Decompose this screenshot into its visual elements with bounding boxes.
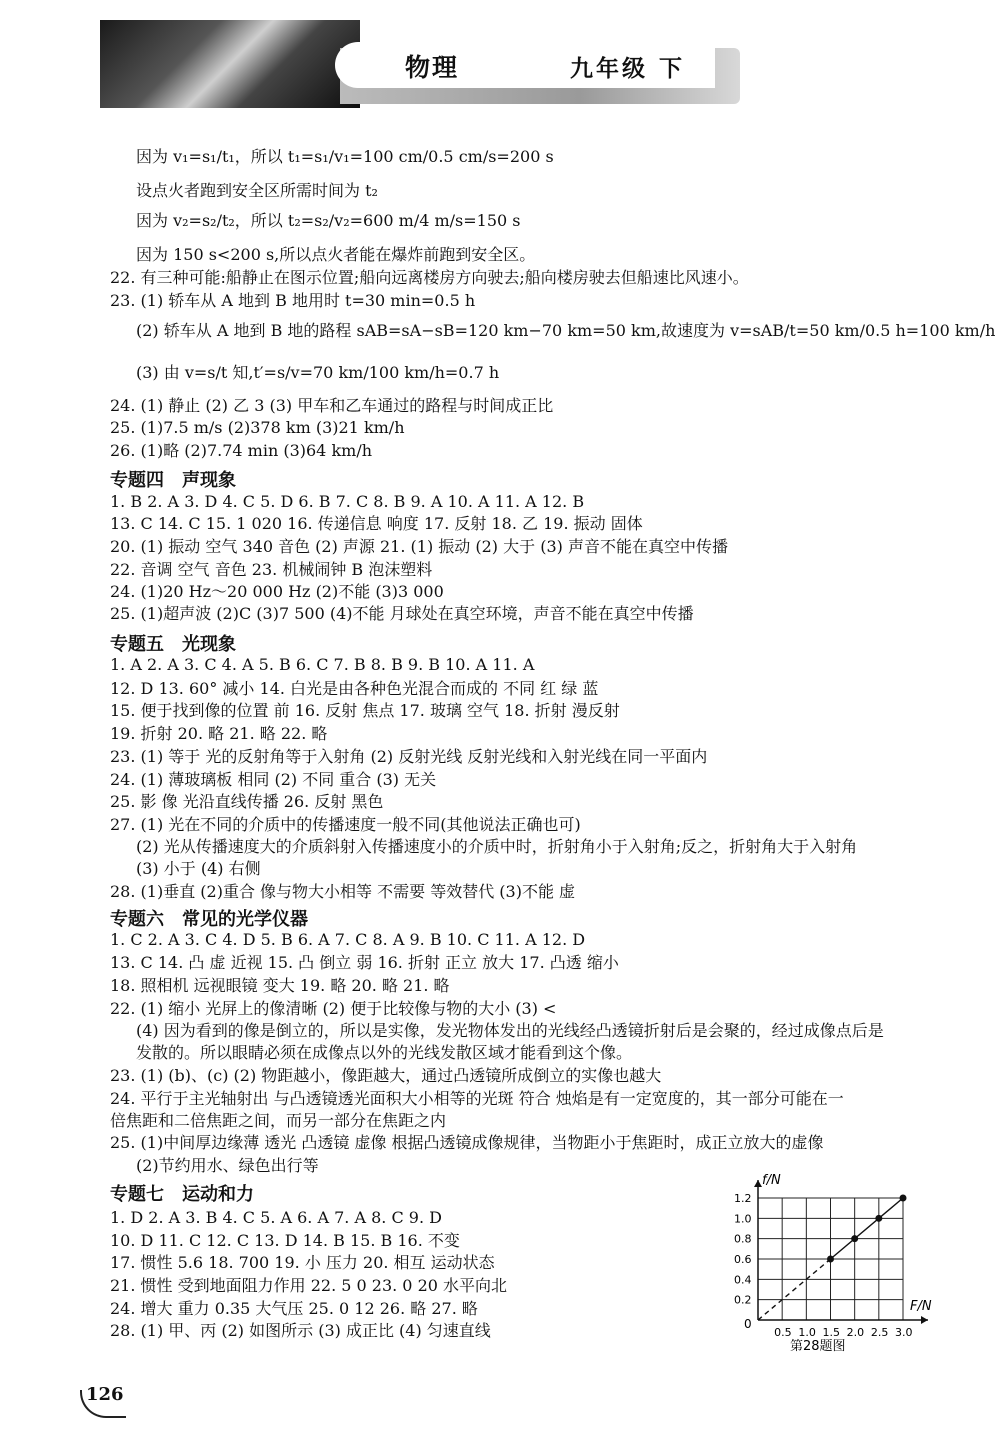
text-line: 25. 影 像 光沿直线传播 26. 反射 黑色 [110,792,384,811]
text-line: 12. D 13. 60° 减小 14. 白光是由各种色光混合而成的 不同 红 绿 蓝 [110,679,599,698]
text-line: 28. (1)垂直 (2)重合 像与物大小相等 不需要 等效替代 (3)不能 虚 [110,882,576,901]
text-line: 1. D 2. A 3. B 4. C 5. A 6. A 7. A 8. C 9. D [110,1208,442,1227]
text-line: 18. 照相机 远视眼镜 变大 19. 略 20. 略 21. 略 [110,976,450,995]
text-line: 10. D 11. C 12. C 13. D 14. B 15. B 16. 不变 [110,1231,460,1250]
text-line: 发散的。所以眼睛必须在成像点以外的光线发散区域才能看到这个像。 [136,1043,633,1062]
grade-title: 九年级 下 [570,56,686,82]
page-header [100,20,750,110]
y-tick-label: 0.4 [734,1273,752,1287]
text-line: 1. A 2. A 3. C 4. A 5. B 6. C 7. B 8. B 9. B 10. A 11. A [110,655,535,674]
data-point [827,1256,834,1263]
text-line: 1. C 2. A 3. C 4. D 5. B 6. A 7. C 8. A 9. B 10. C 11. A 12. D [110,930,586,949]
section-heading: 专题七 运动和力 [110,1184,254,1205]
text-line: 17. 惯性 5.6 18. 700 19. 小 压力 20. 相互 运动状态 [110,1253,495,1272]
x-tick-label: 2.0 [846,1326,865,1339]
page-number: 126 [86,1384,124,1405]
text-line: 13. C 14. 凸 虚 近视 15. 凸 倒立 弱 16. 折射 正立 放大 17. 凸透 缩小 [110,953,619,972]
text-line: 24. 平行于主光轴射出 与凸透镜透光面积大小相等的光斑 符合 烛焰是有一定宽度的，其一部分可能在一 [110,1089,844,1108]
x-axis-label: F/N [910,1299,932,1314]
section-heading: 专题六 常见的光学仪器 [110,909,308,930]
text-line: 28. (1) 甲、丙 (2) 如图所示 (3) 成正比 (4) 匀速直线 [110,1321,491,1340]
text-line: 22. (1) 缩小 光屏上的像清晰 (2) 便于比较像与物的大小 (3) < [110,999,557,1018]
section-heading: 专题五 光现象 [110,634,236,655]
y-tick-label: 1.2 [734,1192,752,1205]
text-line: 15. 便于找到像的位置 前 16. 反射 焦点 17. 玻璃 空气 18. 折射 漫反射 [110,701,620,720]
text-line: 24. (1) 薄玻璃板 相同 (2) 不同 重合 (3) 无关 [110,770,437,789]
text-line: 27. (1) 光在不同的介质中的传播速度一般不同(其他说法正确也可) [110,815,581,834]
origin-label: 0 [744,1317,752,1331]
text-line: 13. C 14. C 15. 1 020 16. 传递信息 响度 17. 反射 18. 乙 19. 振动 固体 [110,514,643,533]
y-axis-arrow [754,1180,762,1187]
section-heading: 专题四 声现象 [110,470,236,491]
text-line: 因为 v₁=s₁/t₁，所以 t₁=s₁/v₁=100 cm/0.5 cm/s=200 s [136,147,554,166]
data-point [851,1235,858,1242]
fig28-chart [720,1170,950,1360]
text-line: 25. (1)中间厚边缘薄 透光 凸透镜 虚像 根据凸透镜成像规律，当物距小于焦距时，成正立放大的虚像 [110,1133,824,1152]
text-line: (2)节约用水、绿色出行等 [136,1156,319,1175]
text-line: 24. (1)20 Hz～20 000 Hz (2)不能 (3)3 000 [110,582,444,601]
header-photo [100,20,360,108]
text-line: 25. (1)超声波 (2)C (3)7 500 (4)不能 月球处在真空环境，声音不能在真空中传播 [110,604,694,623]
text-line: 22. 有三种可能:船静止在图示位置;船向远离楼房方向驶去;船向楼房驶去但船速比风速小。 [110,268,749,287]
subject-title: 物理 [405,53,460,82]
y-tick-label: 1.0 [734,1212,752,1226]
x-tick-label: 0.5 [774,1326,792,1339]
y-axis-label: f/N [762,1173,781,1188]
text-line: 26. (1)略 (2)7.74 min (3)64 km/h [110,441,373,460]
y-tick-label: 0.8 [734,1232,752,1246]
text-line: 1. B 2. A 3. D 4. C 5. D 6. B 7. C 8. B 9. A 10. A 11. A 12. B [110,492,585,511]
x-axis-arrow [921,1316,928,1324]
chart-axes [754,1180,928,1324]
chart-caption: 第28题图 [790,1339,846,1354]
data-point [875,1215,882,1222]
y-tick-label: 0.2 [734,1293,752,1307]
fit-line-solid [831,1198,904,1259]
text-line: (3) 小于 (4) 右侧 [136,859,261,878]
data-point [900,1195,907,1202]
text-line: (4) 因为看到的像是倒立的，所以是实像，发光物体发出的光线经凸透镜折射后是会聚的，经过成像点后是 [136,1021,884,1040]
text-line: 20. (1) 振动 空气 340 音色 (2) 声源 21. (1) 振动 (2) 大于 (3) 声音不能在真空中传播 [110,537,728,556]
text-line: 21. 惯性 受到地面阻力作用 22. 5 0 23. 0 20 水平向北 [110,1276,508,1295]
text-line: 倍焦距和二倍焦距之间，而另一部分在焦距之内 [110,1111,447,1130]
x-tick-label: 3.0 [895,1326,913,1339]
x-tick-label: 1.5 [822,1326,840,1339]
text-line: 23. (1) (b)、(c) (2) 物距越小，像距越大，通过凸透镜所成倒立的实像也越大 [110,1066,662,1085]
text-line: 25. (1)7.5 m/s (2)378 km (3)21 km/h [110,418,405,437]
text-line: 设点火者跑到安全区所需时间为 t₂ [136,181,378,200]
x-tick-label: 2.5 [870,1326,889,1339]
text-line: 23. (1) 轿车从 A 地到 B 地用时 t=30 min=0.5 h [110,291,476,310]
text-line: (2) 光从传播速度大的介质斜射入传播速度小的介质中时，折射角小于入射角;反之，折射角大于入射角 [136,837,858,856]
text-line: 24. (1) 静止 (2) 乙 3 (3) 甲车和乙车通过的路程与时间成正比 [110,396,554,415]
text-line: (3) 由 v=s/t 知,t′=s/v=70 km/100 km/h=0.7 h [136,363,500,382]
text-line: (2) 轿车从 A 地到 B 地的路程 sAB=sA−sB=120 km−70 km=50 km,故速度为 v=sAB/t=50 km/0.5 h=100 km/h [136,321,996,340]
text-line: 23. (1) 等于 光的反射角等于入射角 (2) 反射光线 反射光线和入射光线在同一平面内 [110,747,708,766]
text-line: 22. 音调 空气 音色 23. 机械闹钟 B 泡沫塑料 [110,560,433,579]
text-line: 24. 增大 重力 0.35 大气压 25. 0 12 26. 略 27. 略 [110,1299,478,1318]
text-line: 因为 v₂=s₂/t₂，所以 t₂=s₂/v₂=600 m/4 m/s=150 s [136,211,521,230]
x-tick-label: 1.0 [798,1326,816,1339]
y-tick-label: 0.6 [734,1253,752,1266]
text-line: 19. 折射 20. 略 21. 略 22. 略 [110,724,328,743]
text-line: 因为 150 s<200 s,所以点火者能在爆炸前跑到安全区。 [136,245,536,264]
fit-line-dashed [758,1259,831,1320]
